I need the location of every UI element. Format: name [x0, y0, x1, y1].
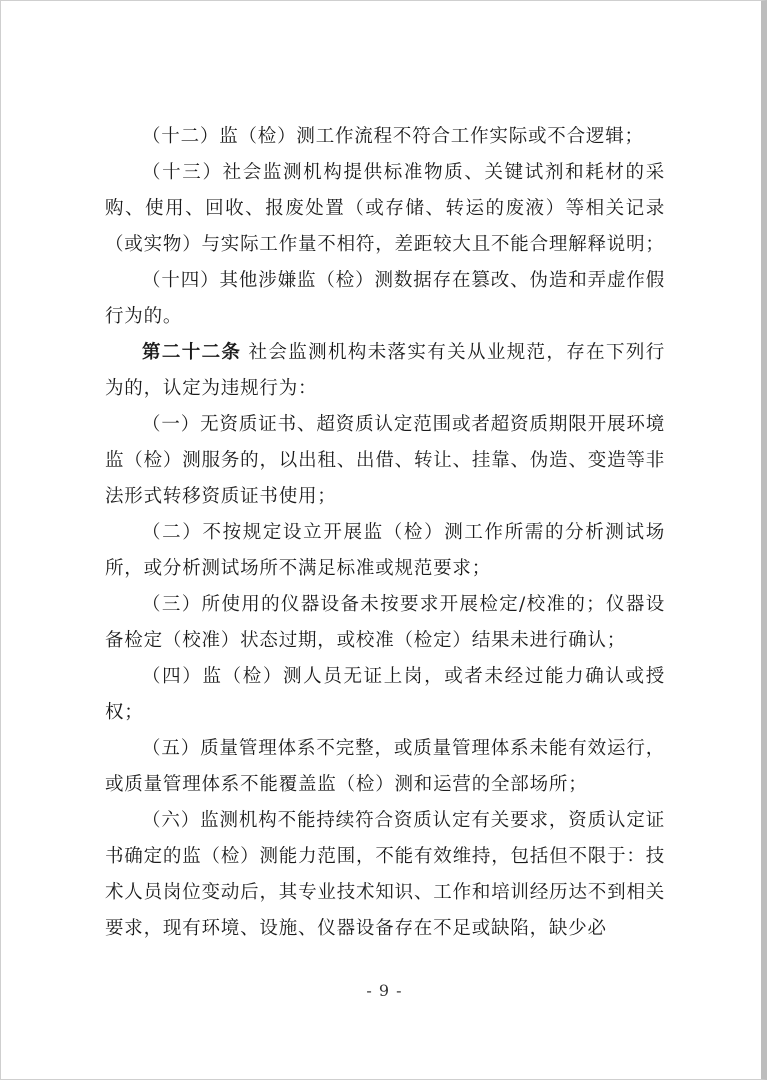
- paragraph-item-5: [105, 731, 665, 803]
- paragraph-text: （二）不按规定设立开展监（检）测工作所需的分析测试场所，或分析测试场所不满足标准或规范要求；: [105, 522, 665, 579]
- paragraph-text: （四）监（检）测人员无证上岗，或者未经过能力确认或授权；: [105, 666, 665, 723]
- page-number: - 9 -: [366, 981, 403, 1000]
- paragraph-item-1: [105, 407, 665, 515]
- paragraph-item-12: [105, 119, 665, 155]
- article-heading: 第二十二条: [142, 342, 242, 363]
- paragraph-text: （五）质量管理体系不完整，或质量管理体系未能有效运行，或质量管理体系不能覆盖监（检）测和运营的全部场所；: [105, 738, 665, 795]
- paragraph-text: （六）监测机构不能持续符合资质认定有关要求，资质认定证书确定的监（检）测能力范围，不能有效维持，包括但不限于：技术人员岗位变动后，其专业技术知识、工作和培训经历达不到相关要求，现有环境、设施、仪器设备存在不足或缺陷，缺少必: [105, 810, 665, 939]
- paragraph-item-13: [105, 155, 665, 263]
- paragraph-text: （三）所使用的仪器设备未按要求开展检定/校准的；仪器设备检定（校准）状态过期，或校准（检定）结果未进行确认；: [105, 594, 665, 651]
- paragraph-item-3: [105, 587, 665, 659]
- paragraph-item-2: [105, 515, 665, 587]
- document-body: [105, 119, 665, 947]
- paragraph-item-14: [105, 263, 665, 335]
- paragraph-text: （一）无资质证书、超资质认定范围或者超资质期限开展环境监（检）测服务的，以出租、出借、转让、挂靠、伪造、变造等非法形式转移资质证书使用；: [105, 414, 665, 507]
- article-22: [105, 335, 665, 407]
- paragraph-item-6: [105, 803, 665, 947]
- paragraph-text: （十三）社会监测机构提供标准物质、关键试剂和耗材的采购、使用、回收、报废处置（或存储、转运的废液）等相关记录（或实物）与实际工作量不相符，差距较大且不能合理解释说明；: [105, 162, 665, 255]
- paragraph-text: 社会监测机构未落实有关从业规范，存在下列行为的，认定为违规行为：: [105, 342, 665, 399]
- paragraph-text: （十四）其他涉嫌监（检）测数据存在篡改、伪造和弄虚作假行为的。: [105, 270, 665, 327]
- paragraph-item-4: [105, 659, 665, 731]
- paragraph-text: （十二）监（检）测工作流程不符合工作实际或不合逻辑；: [142, 126, 644, 147]
